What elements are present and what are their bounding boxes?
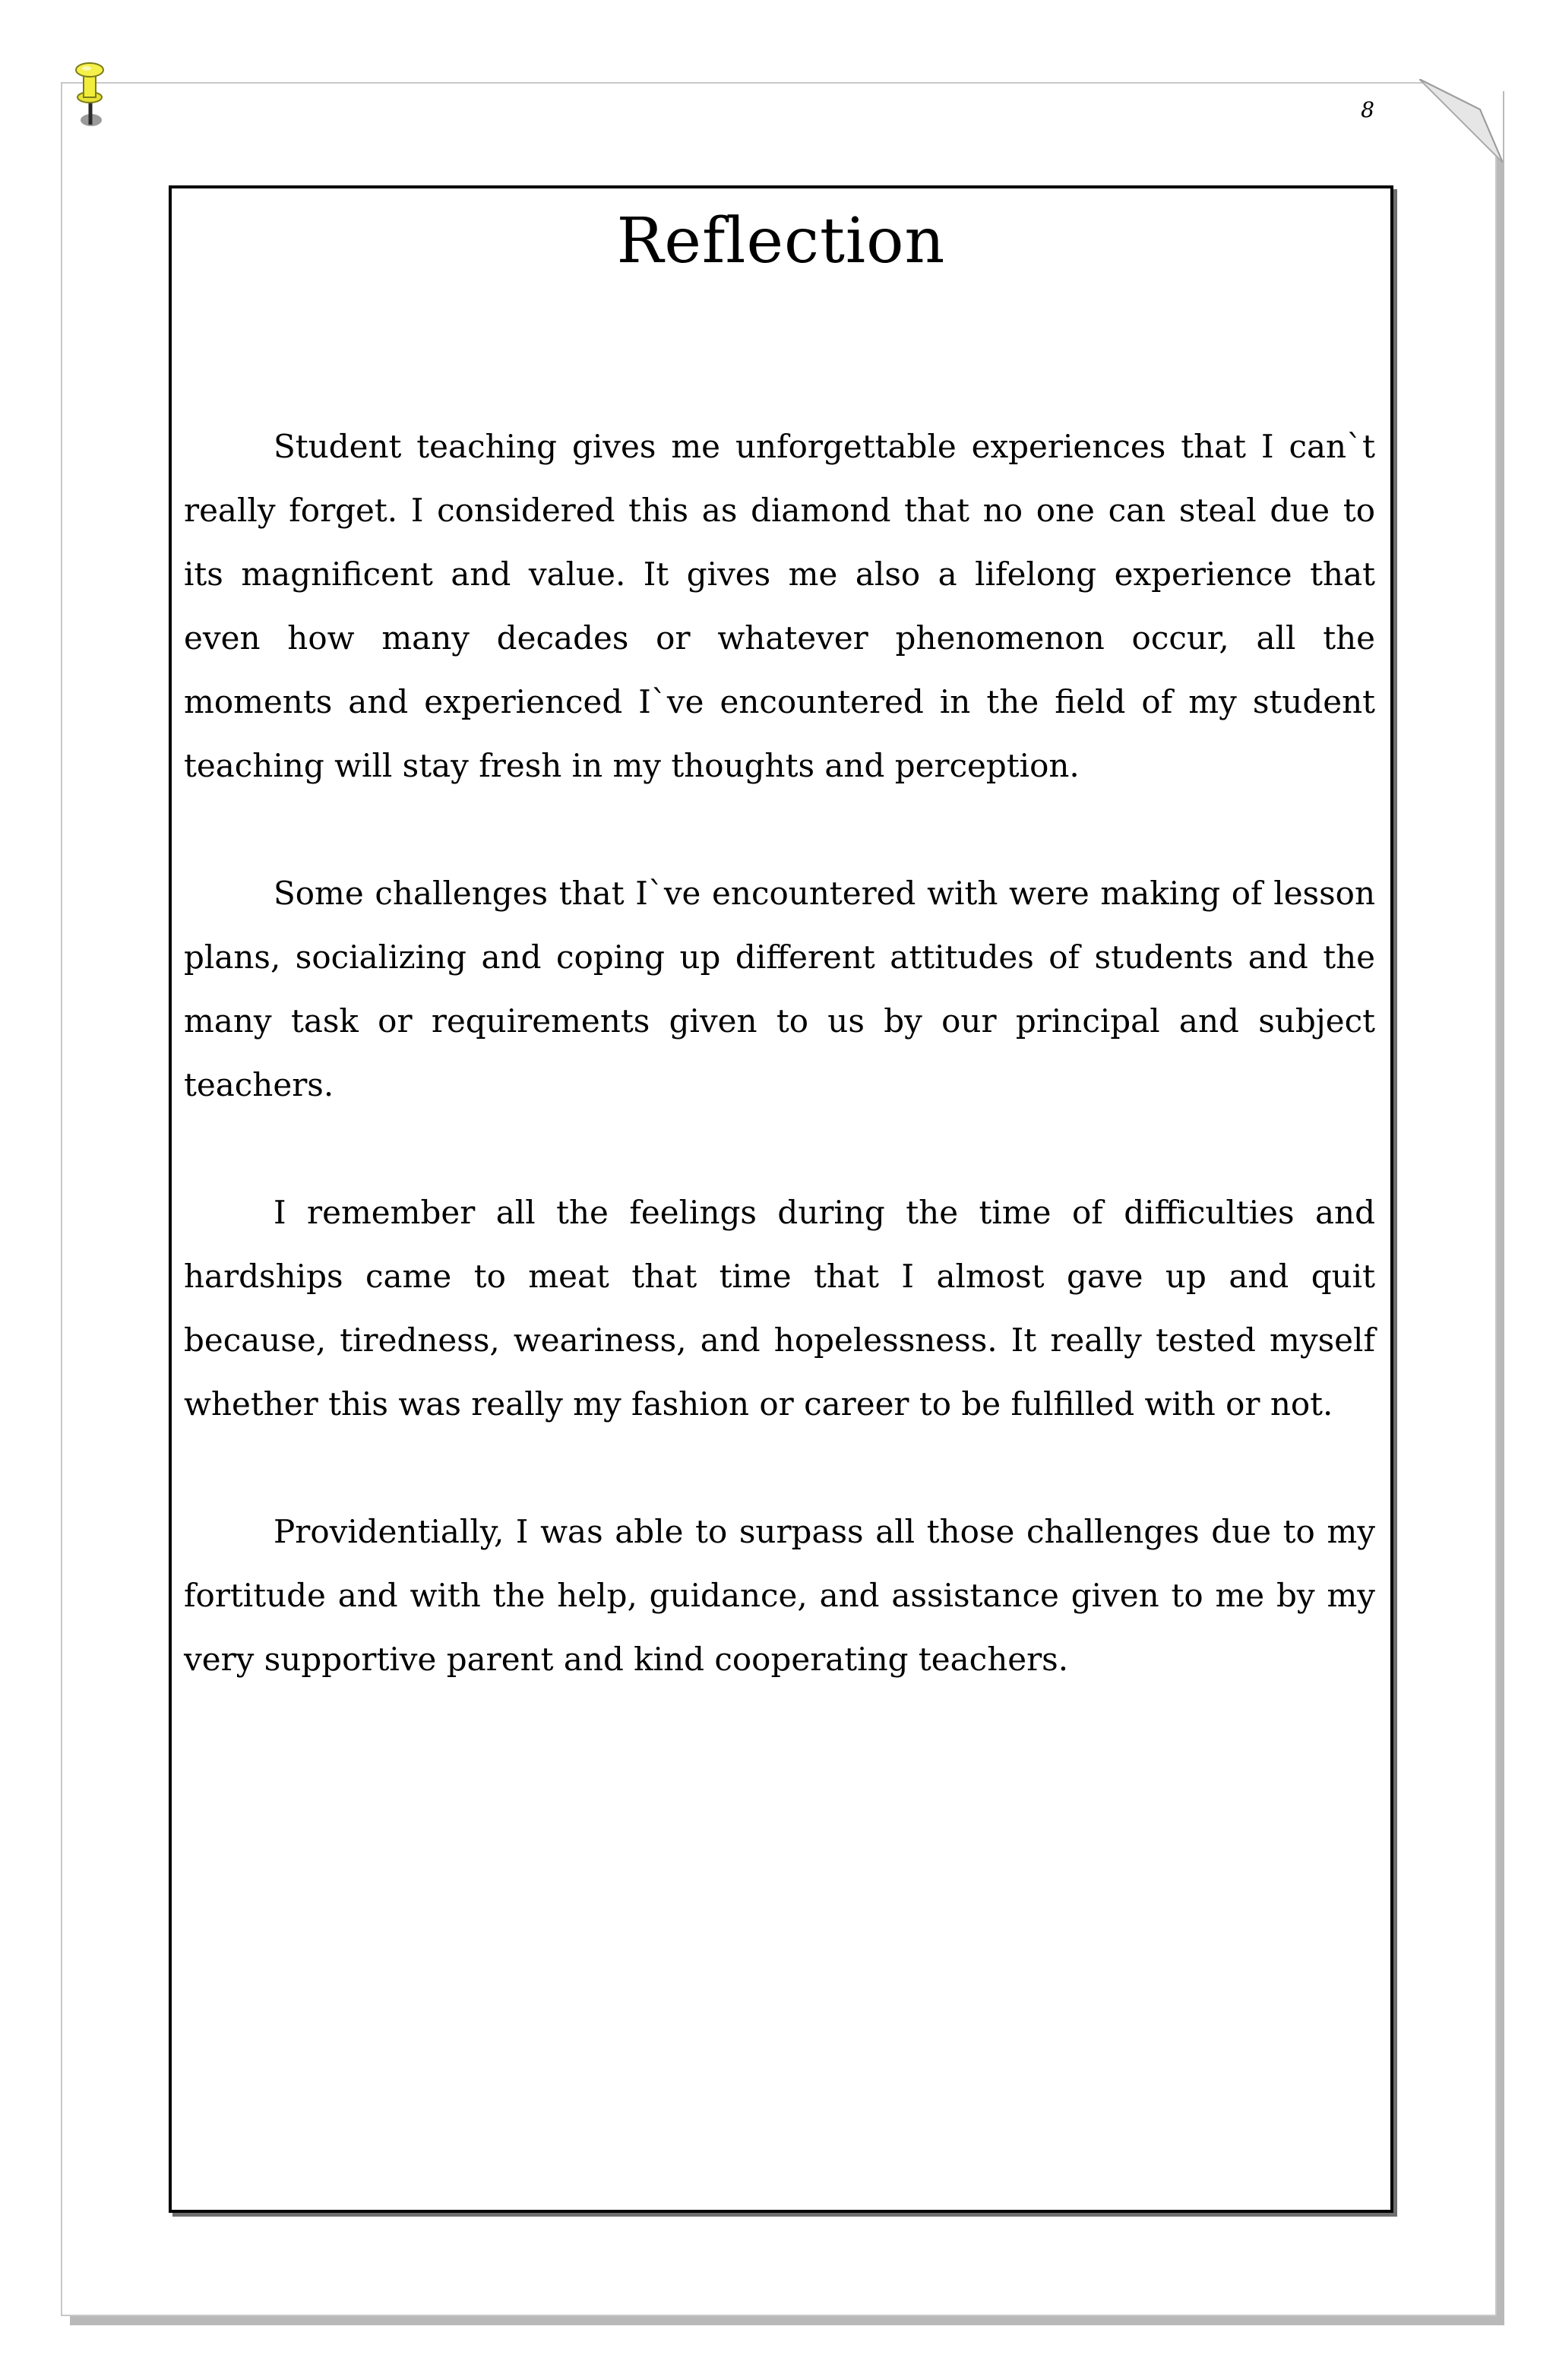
paragraph-challenges: Some challenges that I`ve encountered with were making of lesson plans, socializing and coping up different attitudes of students and the many task or requirements given to us by our principal and subject teachers. xyxy=(184,875,1375,1103)
reflection-body xyxy=(184,415,1375,1755)
page-curl-icon xyxy=(1419,79,1503,163)
content-frame xyxy=(169,185,1393,2213)
paragraph-feelings: I remember all the feelings during the time of difficulties and hardships came to meat that time that I almost gave up and quit because, tiredness, weariness, and hopelessness. It really tested myself whether this was really my fashion or career to be fulfilled with or not. xyxy=(184,1194,1375,1423)
paragraph-student-teaching: Student teaching gives me unforgettable experiences that I can`t really forget. I considered this as diamond that no one can steal due to its magnificent and value. It gives me also a lifelong experience that even how many decades or whatever phenomenon occur, all the moments and experienced I`ve encountered in the field of my student teaching will stay fresh in my thoughts and perception. xyxy=(184,428,1375,784)
page-title: Reflection xyxy=(616,205,946,277)
page-number: 8 xyxy=(1361,97,1374,122)
paragraph-providentially: Providentially, I was able to surpass all those challenges due to my fortitude and with the help, guidance, and assistance given to me by my very supportive parent and kind cooperating teachers. xyxy=(184,1513,1375,1678)
pushpin-icon xyxy=(65,58,114,134)
